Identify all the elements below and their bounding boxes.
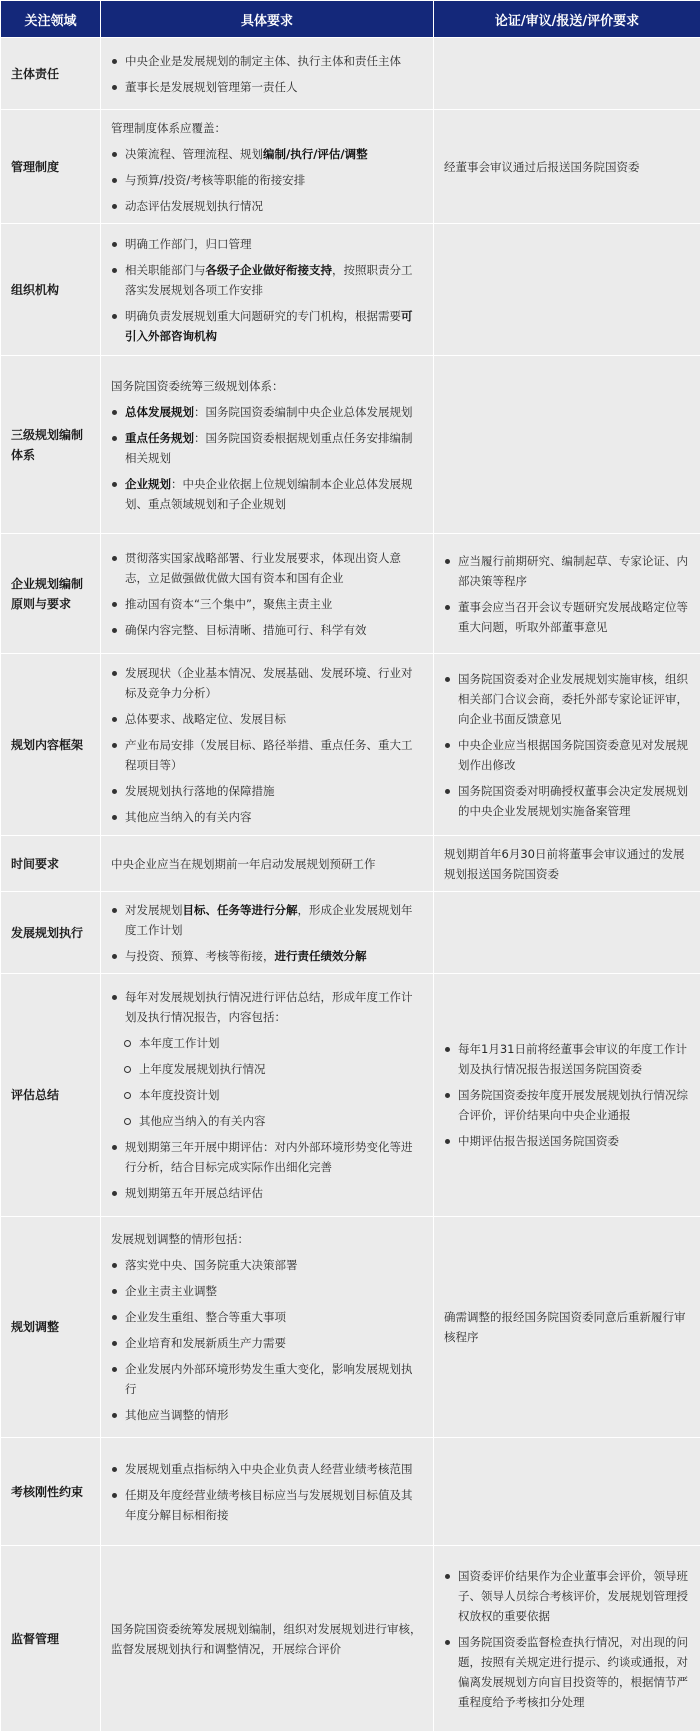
requirements-cell: 中央企业应当在规划期前一年启动发展规划预研工作 xyxy=(101,836,434,892)
review-cell xyxy=(434,1438,700,1546)
list-item: 贯彻落实国家战略部署、行业发展要求，体现出资人意志，立足做强做优做大国有资本和国有企业 xyxy=(111,548,423,588)
header-requirements: 具体要求 xyxy=(101,1,434,38)
list-item: 动态评估发展规划执行情况 xyxy=(111,196,423,216)
table-row xyxy=(1,110,700,224)
list-item: 相关职能部门与各级子企业做好衔接支持，按照职责分工落实发展规划各项工作安排 xyxy=(111,260,423,300)
requirements-cell xyxy=(101,110,434,224)
table-row xyxy=(1,892,700,974)
list-item: 中央企业应当根据国务院国资委意见对发展规划作出修改 xyxy=(444,735,690,775)
review-cell: 经董事会审议通过后报送国务院国资委 xyxy=(434,110,700,224)
list-item: 总体发展规划：国务院国资委编制中央企业总体发展规划 xyxy=(111,402,423,422)
list-item: 决策流程、管理流程、规划编制/执行/评估/调整 xyxy=(111,144,423,164)
requirements-cell xyxy=(101,534,434,654)
list-item: 重点任务规划：国务院国资委根据规划重点任务安排编制相关规划 xyxy=(111,428,423,468)
list-item: 其他应当调整的情形 xyxy=(111,1405,423,1425)
list-item: 每年对发展规划执行情况进行评估总结，形成年度工作计划及执行情况报告，内容包括： xyxy=(111,987,423,1027)
list-item: 推动国有资本“三个集中”，聚焦主责主业 xyxy=(111,594,423,614)
list-item: 企业主责主业调整 xyxy=(111,1281,423,1301)
review-cell xyxy=(434,38,700,110)
review-cell xyxy=(434,224,700,356)
list-item: 中期评估报告报送国务院国资委 xyxy=(444,1131,690,1151)
list-item: 规划期第五年开展总结评估 xyxy=(111,1183,423,1203)
list-item: 中央企业是发展规划的制定主体、执行主体和责任主体 xyxy=(111,51,423,71)
list-item: 产业布局安排（发展目标、路径举措、重点任务、重大工程项目等） xyxy=(111,735,423,775)
requirements-cell xyxy=(101,654,434,836)
list-item: 每年1月31日前将经董事会审议的年度工作计划及执行情况报告报送国务院国资委 xyxy=(444,1039,690,1079)
requirements-cell xyxy=(101,1217,434,1438)
list-item: 对发展规划目标、任务等进行分解，形成企业发展规划年度工作计划 xyxy=(111,900,423,940)
list-item: 规划期第三年开展中期评估：对内外部环境形势变化等进行分析，结合目标完成实际作出细化完善 xyxy=(111,1137,423,1177)
focus-area-cell: 评估总结 xyxy=(1,974,101,1217)
list-item: 发展规划执行落地的保障措施 xyxy=(111,781,423,801)
table-row xyxy=(1,1217,700,1438)
list-item: 总体要求、战略定位、发展目标 xyxy=(111,709,423,729)
focus-area-cell: 规划调整 xyxy=(1,1217,101,1438)
sub-list-item: 本年度投资计划 xyxy=(111,1085,423,1105)
sub-list-item: 上年度发展规划执行情况 xyxy=(111,1059,423,1079)
header-focus-area: 关注领域 xyxy=(1,1,101,38)
table-header-row xyxy=(1,1,700,38)
requirements-cell xyxy=(101,1438,434,1546)
requirements-cell: 国务院国资委统筹发展规划编制，组织对发展规划进行审核，监督发展规划执行和调整情况，开展综合评价 xyxy=(101,1546,434,1732)
sub-list-item: 其他应当纳入的有关内容 xyxy=(111,1111,423,1131)
list-item: 明确工作部门，归口管理 xyxy=(111,234,423,254)
header-review-requirements: 论证/审议/报送/评价要求 xyxy=(434,1,700,38)
list-item: 企业培育和发展新质生产力需要 xyxy=(111,1333,423,1353)
list-item: 应当履行前期研究、编制起草、专家论证、内部决策等程序 xyxy=(444,551,690,591)
review-cell: 确需调整的报经国务院国资委同意后重新履行审核程序 xyxy=(434,1217,700,1438)
review-cell xyxy=(434,974,700,1217)
requirements-cell xyxy=(101,974,434,1217)
review-cell xyxy=(434,534,700,654)
list-item: 其他应当纳入的有关内容 xyxy=(111,807,423,827)
table-row xyxy=(1,534,700,654)
focus-area-cell: 组织机构 xyxy=(1,224,101,356)
requirements-cell xyxy=(101,892,434,974)
focus-area-cell: 规划内容框架 xyxy=(1,654,101,836)
intro-text: 发展规划调整的情形包括： xyxy=(111,1232,249,1246)
focus-area-cell: 发展规划执行 xyxy=(1,892,101,974)
review-cell xyxy=(434,654,700,836)
review-cell: 规划期首年6月30日前将董事会审议通过的发展规划报送国务院国资委 xyxy=(434,836,700,892)
list-item: 确保内容完整、目标清晰、措施可行、科学有效 xyxy=(111,620,423,640)
list-item: 企业发展内外部环境形势发生重大变化，影响发展规划执行 xyxy=(111,1359,423,1399)
intro-text: 管理制度体系应覆盖： xyxy=(111,120,226,135)
list-item: 明确负责发展规划重大问题研究的专门机构，根据需要可引入外部咨询机构 xyxy=(111,306,423,346)
focus-area-cell: 管理制度 xyxy=(1,110,101,224)
list-item: 与预算/投资/考核等职能的衔接安排 xyxy=(111,170,423,190)
review-cell xyxy=(434,1546,700,1732)
list-item: 国务院国资委监督检查执行情况，对出现的问题，按照有关规定进行提示、约谈或通报，对偏离发展规划方向盲目投资等的，根据情节严重程度给予考核扣分处理 xyxy=(444,1632,690,1712)
table-row xyxy=(1,654,700,836)
requirements-cell xyxy=(101,38,434,110)
list-item: 董事会应当召开会议专题研究发展战略定位等重大问题，听取外部董事意见 xyxy=(444,597,690,637)
list-item: 与投资、预算、考核等衔接，进行责任绩效分解 xyxy=(111,946,423,966)
review-cell xyxy=(434,356,700,534)
sub-list-item: 本年度工作计划 xyxy=(111,1033,423,1053)
list-item: 企业发生重组、整合等重大事项 xyxy=(111,1307,423,1327)
list-item: 落实党中央、国务院重大决策部署 xyxy=(111,1255,423,1275)
requirements-cell xyxy=(101,224,434,356)
table-row xyxy=(1,836,700,892)
list-item: 国务院国资委对明确授权董事会决定发展规划的中央企业发展规划实施备案管理 xyxy=(444,781,690,821)
list-item: 任期及年度经营业绩考核目标应当与发展规划目标值及其年度分解目标相衔接 xyxy=(111,1485,423,1525)
list-item: 发展规划重点指标纳入中央企业负责人经营业绩考核范围 xyxy=(111,1459,423,1479)
focus-area-cell: 三级规划编制体系 xyxy=(1,356,101,534)
focus-area-cell: 时间要求 xyxy=(1,836,101,892)
table-row xyxy=(1,38,700,110)
focus-area-cell: 考核刚性约束 xyxy=(1,1438,101,1546)
requirements-cell xyxy=(101,356,434,534)
table-row xyxy=(1,1546,700,1732)
list-item: 国务院国资委对企业发展规划实施审核，组织相关部门合议会商，委托外部专家论证评审，向企业书面反馈意见 xyxy=(444,669,690,729)
focus-area-cell: 企业规划编制原则与要求 xyxy=(1,534,101,654)
list-item: 国资委评价结果作为企业董事会评价，领导班子、领导人员综合考核评价，发展规划管理授权放权的重要依据 xyxy=(444,1566,690,1626)
list-item: 发展现状（企业基本情况、发展基础、发展环境、行业对标及竞争力分析） xyxy=(111,663,423,703)
table-row xyxy=(1,974,700,1217)
review-cell xyxy=(434,892,700,974)
table-row xyxy=(1,356,700,534)
intro-text: 国务院国资委统筹三级规划体系： xyxy=(111,378,284,393)
list-item: 企业规划：中央企业依据上位规划编制本企业总体发展规划、重点领域规划和子企业规划 xyxy=(111,474,423,514)
table-row xyxy=(1,224,700,356)
focus-area-cell: 主体责任 xyxy=(1,38,101,110)
table-row xyxy=(1,1438,700,1546)
list-item: 国务院国资委按年度开展发展规划执行情况综合评价，评价结果向中央企业通报 xyxy=(444,1085,690,1125)
list-item: 董事长是发展规划管理第一责任人 xyxy=(111,77,423,97)
focus-area-cell: 监督管理 xyxy=(1,1546,101,1732)
